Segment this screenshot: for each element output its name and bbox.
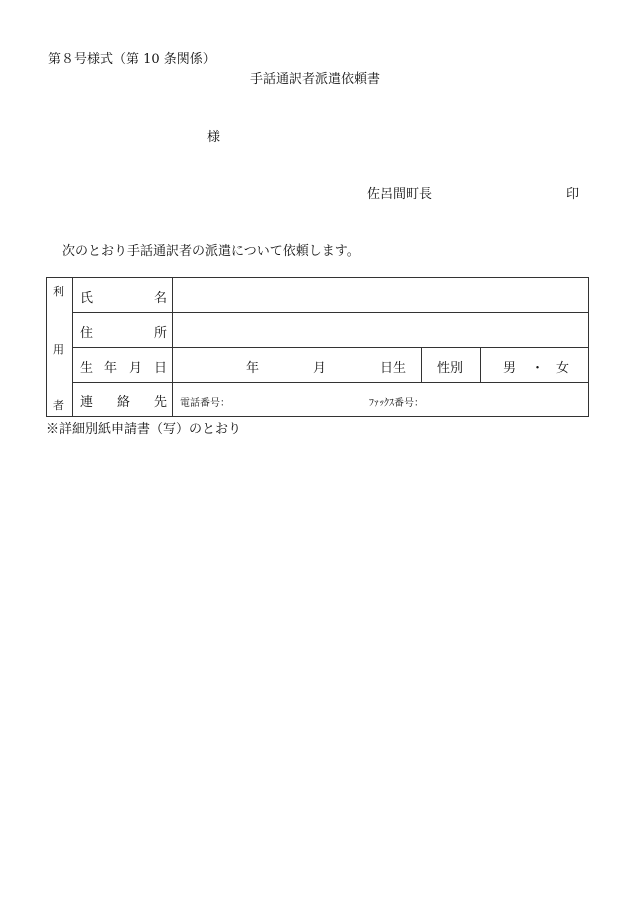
form-number: 第８号様式（第 10 条関係） [48, 52, 216, 67]
request-text: 次のとおり手話通訳者の派遣について依頼します。 [62, 244, 360, 259]
group-label-char: 者 [53, 399, 64, 412]
label-birthdate-char: 年 [104, 361, 118, 376]
label-birthdate-char: 生 [80, 361, 94, 376]
table-border-left [46, 277, 47, 417]
table-row-divider [72, 347, 589, 348]
birth-year-unit: 年 [246, 361, 260, 376]
phone-label: 電話番号： [180, 398, 230, 409]
group-label-char: 用 [53, 343, 64, 356]
table-border-right [588, 277, 589, 417]
label-name-char: 名 [154, 291, 168, 306]
table-border-bottom [46, 416, 589, 417]
fax-label: ﾌｧｯｸｽ番号： [369, 398, 424, 409]
label-contact-char: 先 [154, 395, 168, 410]
sender-name: 佐呂間町長 [367, 187, 433, 202]
table-col-divider [480, 347, 481, 382]
gender-male-option[interactable]: 男 [503, 361, 517, 376]
gender-label: 性別 [437, 361, 464, 376]
address-field[interactable] [174, 314, 586, 346]
gender-female-option[interactable]: 女 [556, 361, 570, 376]
birth-month-unit: 月 [313, 361, 327, 376]
label-name-char: 氏 [80, 291, 94, 306]
table-col-divider [172, 277, 173, 417]
table-row-divider [72, 382, 589, 383]
table-col-divider [72, 277, 73, 417]
label-address-char: 所 [154, 326, 168, 341]
label-birthdate-char: 月 [129, 361, 143, 376]
seal-mark: 印 [566, 187, 580, 202]
group-label-char: 利 [53, 285, 64, 298]
name-field[interactable] [174, 279, 586, 311]
table-border-top [46, 277, 589, 278]
label-contact-char: 絡 [117, 395, 131, 410]
footnote: ※詳細別紙申請書（写）のとおり [46, 422, 242, 437]
table-col-divider [421, 347, 422, 382]
document-title: 手話通訳者派遣依頼書 [250, 72, 381, 87]
label-address-char: 住 [80, 326, 94, 341]
user-info-table [46, 277, 589, 417]
label-contact-char: 連 [80, 395, 94, 410]
birth-day-unit: 日生 [380, 361, 407, 376]
gender-separator: ・ [531, 361, 545, 376]
table-row-divider [72, 312, 589, 313]
addressee-suffix: 様 [207, 130, 221, 145]
label-birthdate-char: 日 [154, 361, 168, 376]
